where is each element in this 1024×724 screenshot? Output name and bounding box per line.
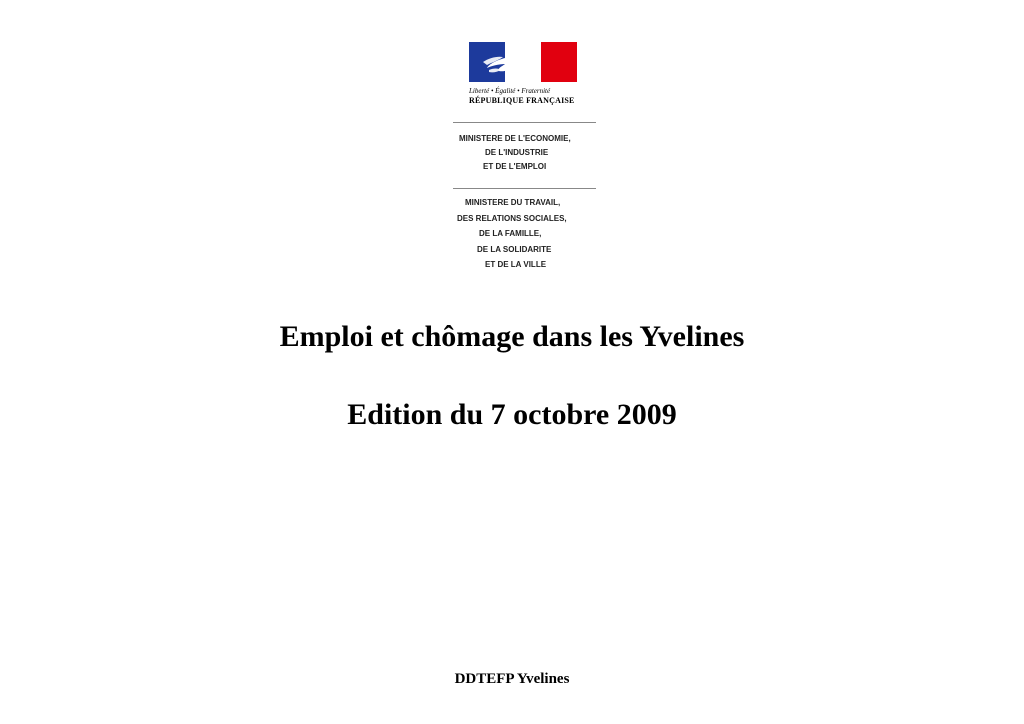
document-title: Emploi et chômage dans les Yvelines: [279, 320, 745, 353]
ministry-labour-line: DE LA FAMILLE,: [479, 229, 542, 238]
ministry-labour-line: ET DE LA VILLE: [485, 260, 547, 269]
document-footer: DDTEFP Yvelines: [454, 671, 570, 687]
marianne-flag-icon: [469, 42, 577, 82]
ministry-labour-line: DE LA SOLIDARITE: [477, 244, 552, 254]
divider-middle: [453, 188, 596, 189]
ministry-economy: [453, 132, 596, 174]
ministry-labour-line: DES RELATIONS SOCIALES,: [457, 213, 567, 223]
ministry-labour: [453, 195, 596, 273]
ministry-economy-line: ET DE L'EMPLOI: [483, 162, 547, 171]
ministry-economy-line: DE L'INDUSTRIE: [485, 148, 549, 157]
edition-date: Edition du 7 octobre 2009: [347, 398, 677, 431]
ministry-labour-line: MINISTERE DU TRAVAIL,: [465, 198, 561, 207]
ministry-economy-line: MINISTERE DE L'ECONOMIE,: [459, 134, 571, 143]
republic-motto: Liberté • Égalité • Fraternité: [469, 87, 551, 95]
divider-top: [453, 122, 596, 123]
republic-name: RÉPUBLIQUE FRANÇAISE: [469, 96, 575, 105]
republique-francaise-logo: [469, 42, 579, 105]
